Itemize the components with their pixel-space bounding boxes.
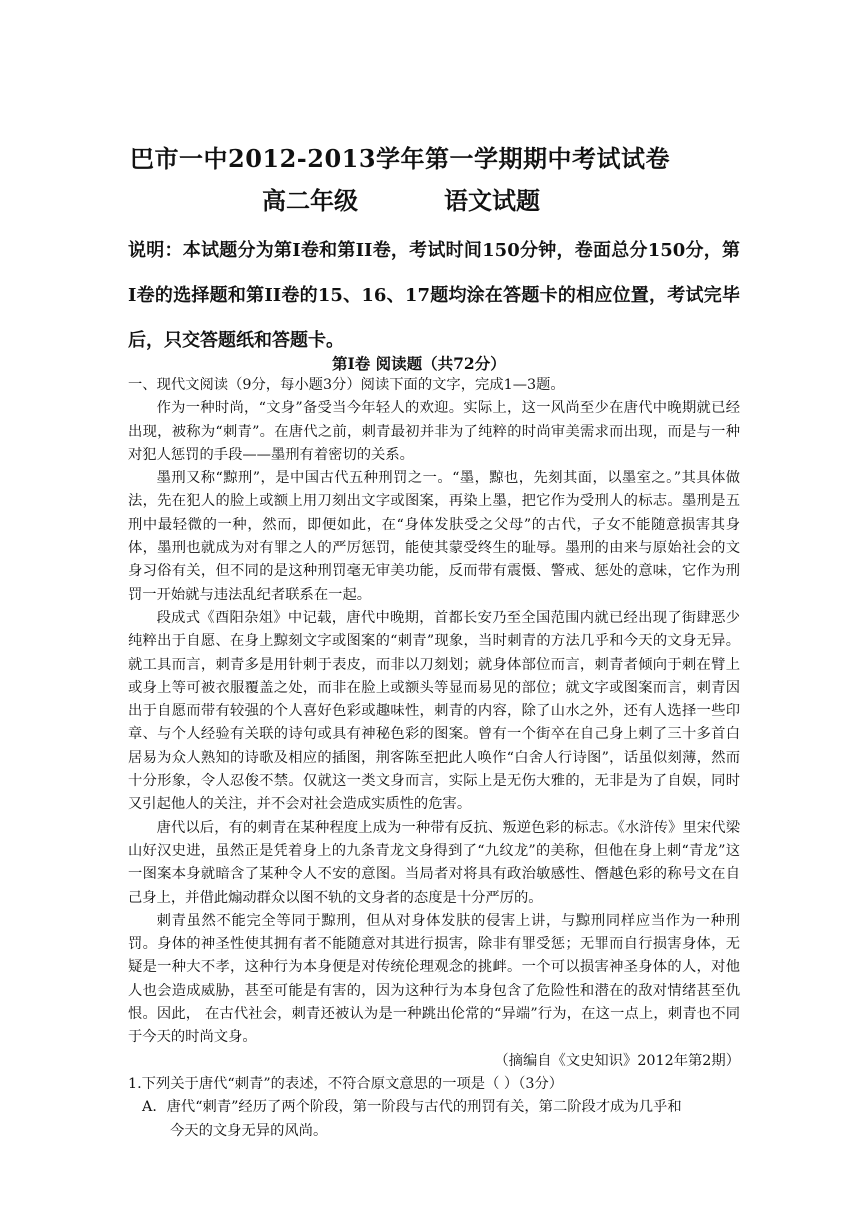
option-a-continued: 今天的文身无异的风尚。 (170, 1122, 328, 1139)
passage-paragraph: 墨刑又称“黥刑”，是中国古代五种刑罚之一。“墨，黥也，先刻其面，以墨室之。”其具体做法，先在犯人的脸上或额上用刀刻出文字或图案，再染上墨，把它作为受刑人的标志。墨刑是五刑中最轻微的一种，然而，即便如此，在“身体发肤受之父母”的古代，子女不能随意损害其身体，墨刑也就成为对有罪之人的严厉惩罚，能使其蒙受终生的耻辱。墨刑的由来与原始社会的文身习俗有关，但不同的是这种刑罚毫无审美功能，反而带有震慑、警戒、惩处的意味，它作为刑罚一开始就与违法乱纪者联系在一起。 (128, 470, 740, 603)
exam-title: 巴市一中2012-2013学年第一学期期中考试试卷 (130, 144, 671, 173)
passage-paragraph: 唐代以后，有的刺青在某种程度上成为一种带有反抗、叛逆色彩的标志。《水浒传》里宋代梁山好汉史进，虽然正是凭着身上的九条青龙文身得到了“九纹龙”的美称，但他在身上刺“青龙”这一图案本身就暗含了某种令人不安的意图。当局者对将具有政治敏感性、僭越色彩的称号文在自己身上，并借此煽动群众以图不轨的文身者的态度是十分严厉的。 (128, 819, 740, 906)
part-instruction: 一、现代文阅读（9分，每小题3分）阅读下面的文字，完成1—3题。 (128, 377, 565, 393)
source-citation: （摘编自《文史知识》2012年第2期） (494, 1052, 740, 1069)
grade-label: 高二年级 (262, 186, 358, 215)
exam-instructions: 说明：本试题分为第Ⅰ卷和第II卷，考试时间150分钟，卷面总分150分，第Ⅰ卷的选择题和第II卷的15、16、17题均涂在答题卡的相应位置，考试完毕后，只交答题纸和答题卡。 (128, 240, 740, 351)
passage-paragraph: 作为一种时尚，“文身”备受当今年轻人的欢迎。实际上，这一风尚至少在唐代中晚期就已经出现，被称为“刺青”。在唐代之前，刺青最初并非为了纯粹的时尚审美需求而出现，而是与一种对犯人惩罚的手段——墨刑有着密切的关系。 (128, 400, 740, 463)
passage-paragraph: 刺青虽然不能完全等同于黥刑，但从对身体发肤的侵害上讲，与黥刑同样应当作为一种刑罚。身体的神圣性使其拥有者不能随意对其进行损害，除非有罪受惩；无罪而自行损害身体，无疑是一种大不孝，这种行为本身便是对传统伦理观念的挑衅。一个可以损害神圣身体的人，对他人也会造成威胁，甚至可能是有害的，因为这种行为本身包含了危险性和潜在的敌对情绪甚至仇恨。因此， 在古代社会，刺青还被认为是一种跳出伦常的“异端”行为，在这一点上，刺青也不同于今天的时尚文身。 (128, 912, 740, 1046)
section-title: 第Ⅰ卷 阅读题（共72分） (332, 354, 506, 373)
question-1: 1.下列关于唐代“刺青”的表述，不符合原文意思的一项是（ ）（3分） (128, 1075, 564, 1092)
reading-passage (128, 374, 740, 1143)
option-a: A．唐代“刺青”经历了两个阶段，第一阶段与古代的刑罚有关，第二阶段才成为几乎和 (142, 1099, 682, 1116)
subject-label: 语文试题 (444, 186, 540, 215)
passage-paragraph: 段成式《酉阳杂俎》中记载，唐代中晚期，首都长安乃至全国范围内就已经出现了街肆恶少纯粹出于自愿、在身上黥刻文字或图案的“刺青”现象，当时刺青的方法几乎和今天的文身无异。就工具而言，刺青多是用针刺于表皮，而非以刀刻划；就身体部位而言，刺青者倾向于刺在臂上或身上等可被衣服覆盖之处，而非在脸上或额头等显而易见的部位；就文字或图案而言，刺青因出于自愿而带有较强的个人喜好色彩或趣味性，刺青的内容，除了山水之外，还有人选择一些印章、与个人经验有关联的诗句或具有神秘色彩的图案。曾有一个街卒在自己身上刺了三十多首白居易为众人熟知的诗歌及相应的插图，荆客陈至把此人唤作“白舍人行诗图”，话虽似刻薄，然而十分形象，令人忍俊不禁。仅就这一类文身而言，实际上是无伤大雅的，无非是为了自娱，同时又引起他人的关注，并不会对社会造成实质性的危害。 (128, 609, 740, 813)
